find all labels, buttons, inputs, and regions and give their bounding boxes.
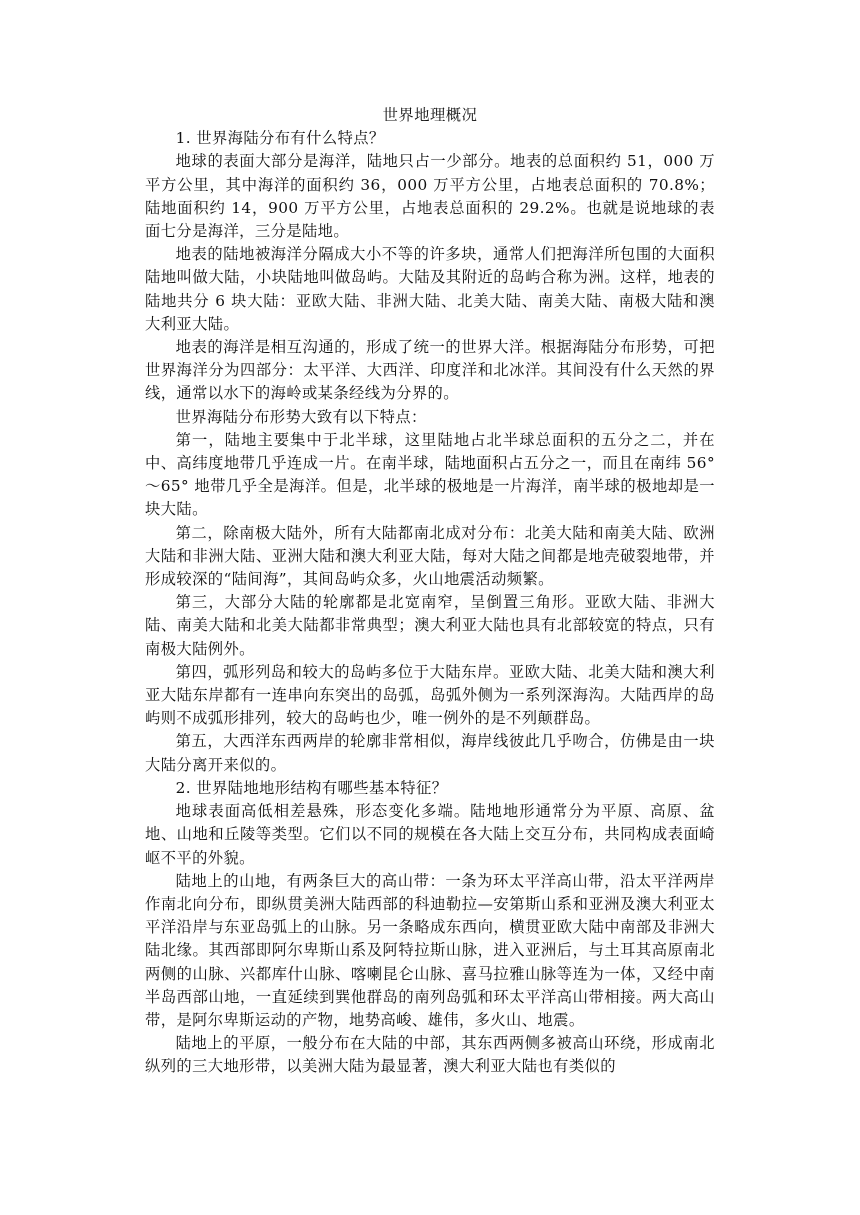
paragraph: 第二，除南极大陆外，所有大陆都南北成对分布：北美大陆和南美大陆、欧洲大陆和非洲大陆、亚洲大陆和澳大利亚大陆，每对大陆之间都是地壳破裂地带，并形成较深的“陆间海”，其间岛屿众多，火山地震活动频繁。 [145,523,715,589]
document-title: 世界地理概况 [382,106,478,124]
paragraph: 陆地上的平原，一般分布在大陆的中部，其东西两侧多被高山环绕，形成南北纵列的三大地形带，以美洲大陆为最显著，澳大利亚大陆也有类似的 [145,1034,715,1076]
paragraph: 地球的表面大部分是海洋，陆地只占一少部分。地表的总面积约 51，000 万平方公里，其中海洋的面积约 36，000 万平方公里，占地表总面积的 70.8%；陆地面积约 14，900 万平方公里，占地表总面积的 29.2%。也就是说地球的表面七分是海洋，三分是陆地。 [145,152,715,241]
paragraph: 第三，大部分大陆的轮廓都是北宽南窄，呈倒置三角形。亚欧大陆、非洲大陆、南美大陆和北美大陆都非常典型；澳大利亚大陆也具有北部较宽的特点，只有南极大陆例外。 [145,593,715,658]
paragraph: 地表的海洋是相互沟通的，形成了统一的世界大洋。根据海陆分布形势，可把世界海洋分为四部分：太平洋、大西洋、印度洋和北冰洋。其间没有什么天然的界线，通常以水下的海岭或某条经线为分界的。 [145,338,715,403]
section-heading-1: 1. 世界海陆分布有什么特点？ [175,129,385,148]
section-heading-2: 2. 世界陆地地形结构有哪些基本特征？ [175,778,448,797]
paragraph: 第四，弧形列岛和较大的岛屿多位于大陆东岸。亚欧大陆、北美大陆和澳大利亚大陆东岸都有一连串向东突出的岛弧，岛弧外侧为一系列深海沟。大陆西岸的岛屿则不成弧形排列，较大的岛屿也少，唯一例外的是不列颠群岛。 [145,662,715,728]
paragraph: 世界海陆分布形势大致有以下特点： [175,407,427,426]
paragraph: 地球表面高低相差悬殊，形态变化多端。陆地地形通常分为平原、高原、盆地、山地和丘陵等类型。它们以不同的规模在各大陆上交互分布，共同构成表面崎岖不平的外貌。 [145,802,715,867]
paragraph: 第五，大西洋东西两岸的轮廓非常相似，海岸线彼此几乎吻合，仿佛是由一块大陆分离开来似的。 [145,732,715,774]
document-page [145,104,715,1079]
paragraph: 第一，陆地主要集中于北半球，这里陆地占北半球总面积的五分之二，并在中、高纬度地带几乎连成一片。在南半球，陆地面积占五分之一，而且在南纬 56° ～65° 地带几乎全是海洋。但是，北半球的极地是一片海洋，南半球的极地却是一块大陆。 [145,430,715,519]
paragraph: 地表的陆地被海洋分隔成大小不等的许多块，通常人们把海洋所包围的大面积陆地叫做大陆，小块陆地叫做岛屿。大陆及其附近的岛屿合称为洲。这样，地表的陆地共分 6 块大陆：亚欧大陆、非洲大陆、北美大陆、南美大陆、南极大陆和澳大利亚大陆。 [145,245,715,333]
paragraph: 陆地上的山地，有两条巨大的高山带：一条为环太平洋高山带，沿太平洋两岸作南北向分布，即纵贯美洲大陆西部的科迪勒拉—安第斯山系和亚洲及澳大利亚太平洋沿岸与东亚岛弧上的山脉。另一条略成东西向，横贯亚欧大陆中南部及非洲大陆北缘。其西部即阿尔卑斯山系及阿特拉斯山脉，进入亚洲后，与土耳其高原南北两侧的山脉、兴都库什山脉、喀喇昆仑山脉、喜马拉雅山脉等连为一体，又经中南半岛西部山地，一直延续到巽他群岛的南列岛弧和环太平洋高山带相接。两大高山带，是阿尔卑斯运动的产物，地势高峻、雄伟，多火山、地震。 [145,871,715,1029]
